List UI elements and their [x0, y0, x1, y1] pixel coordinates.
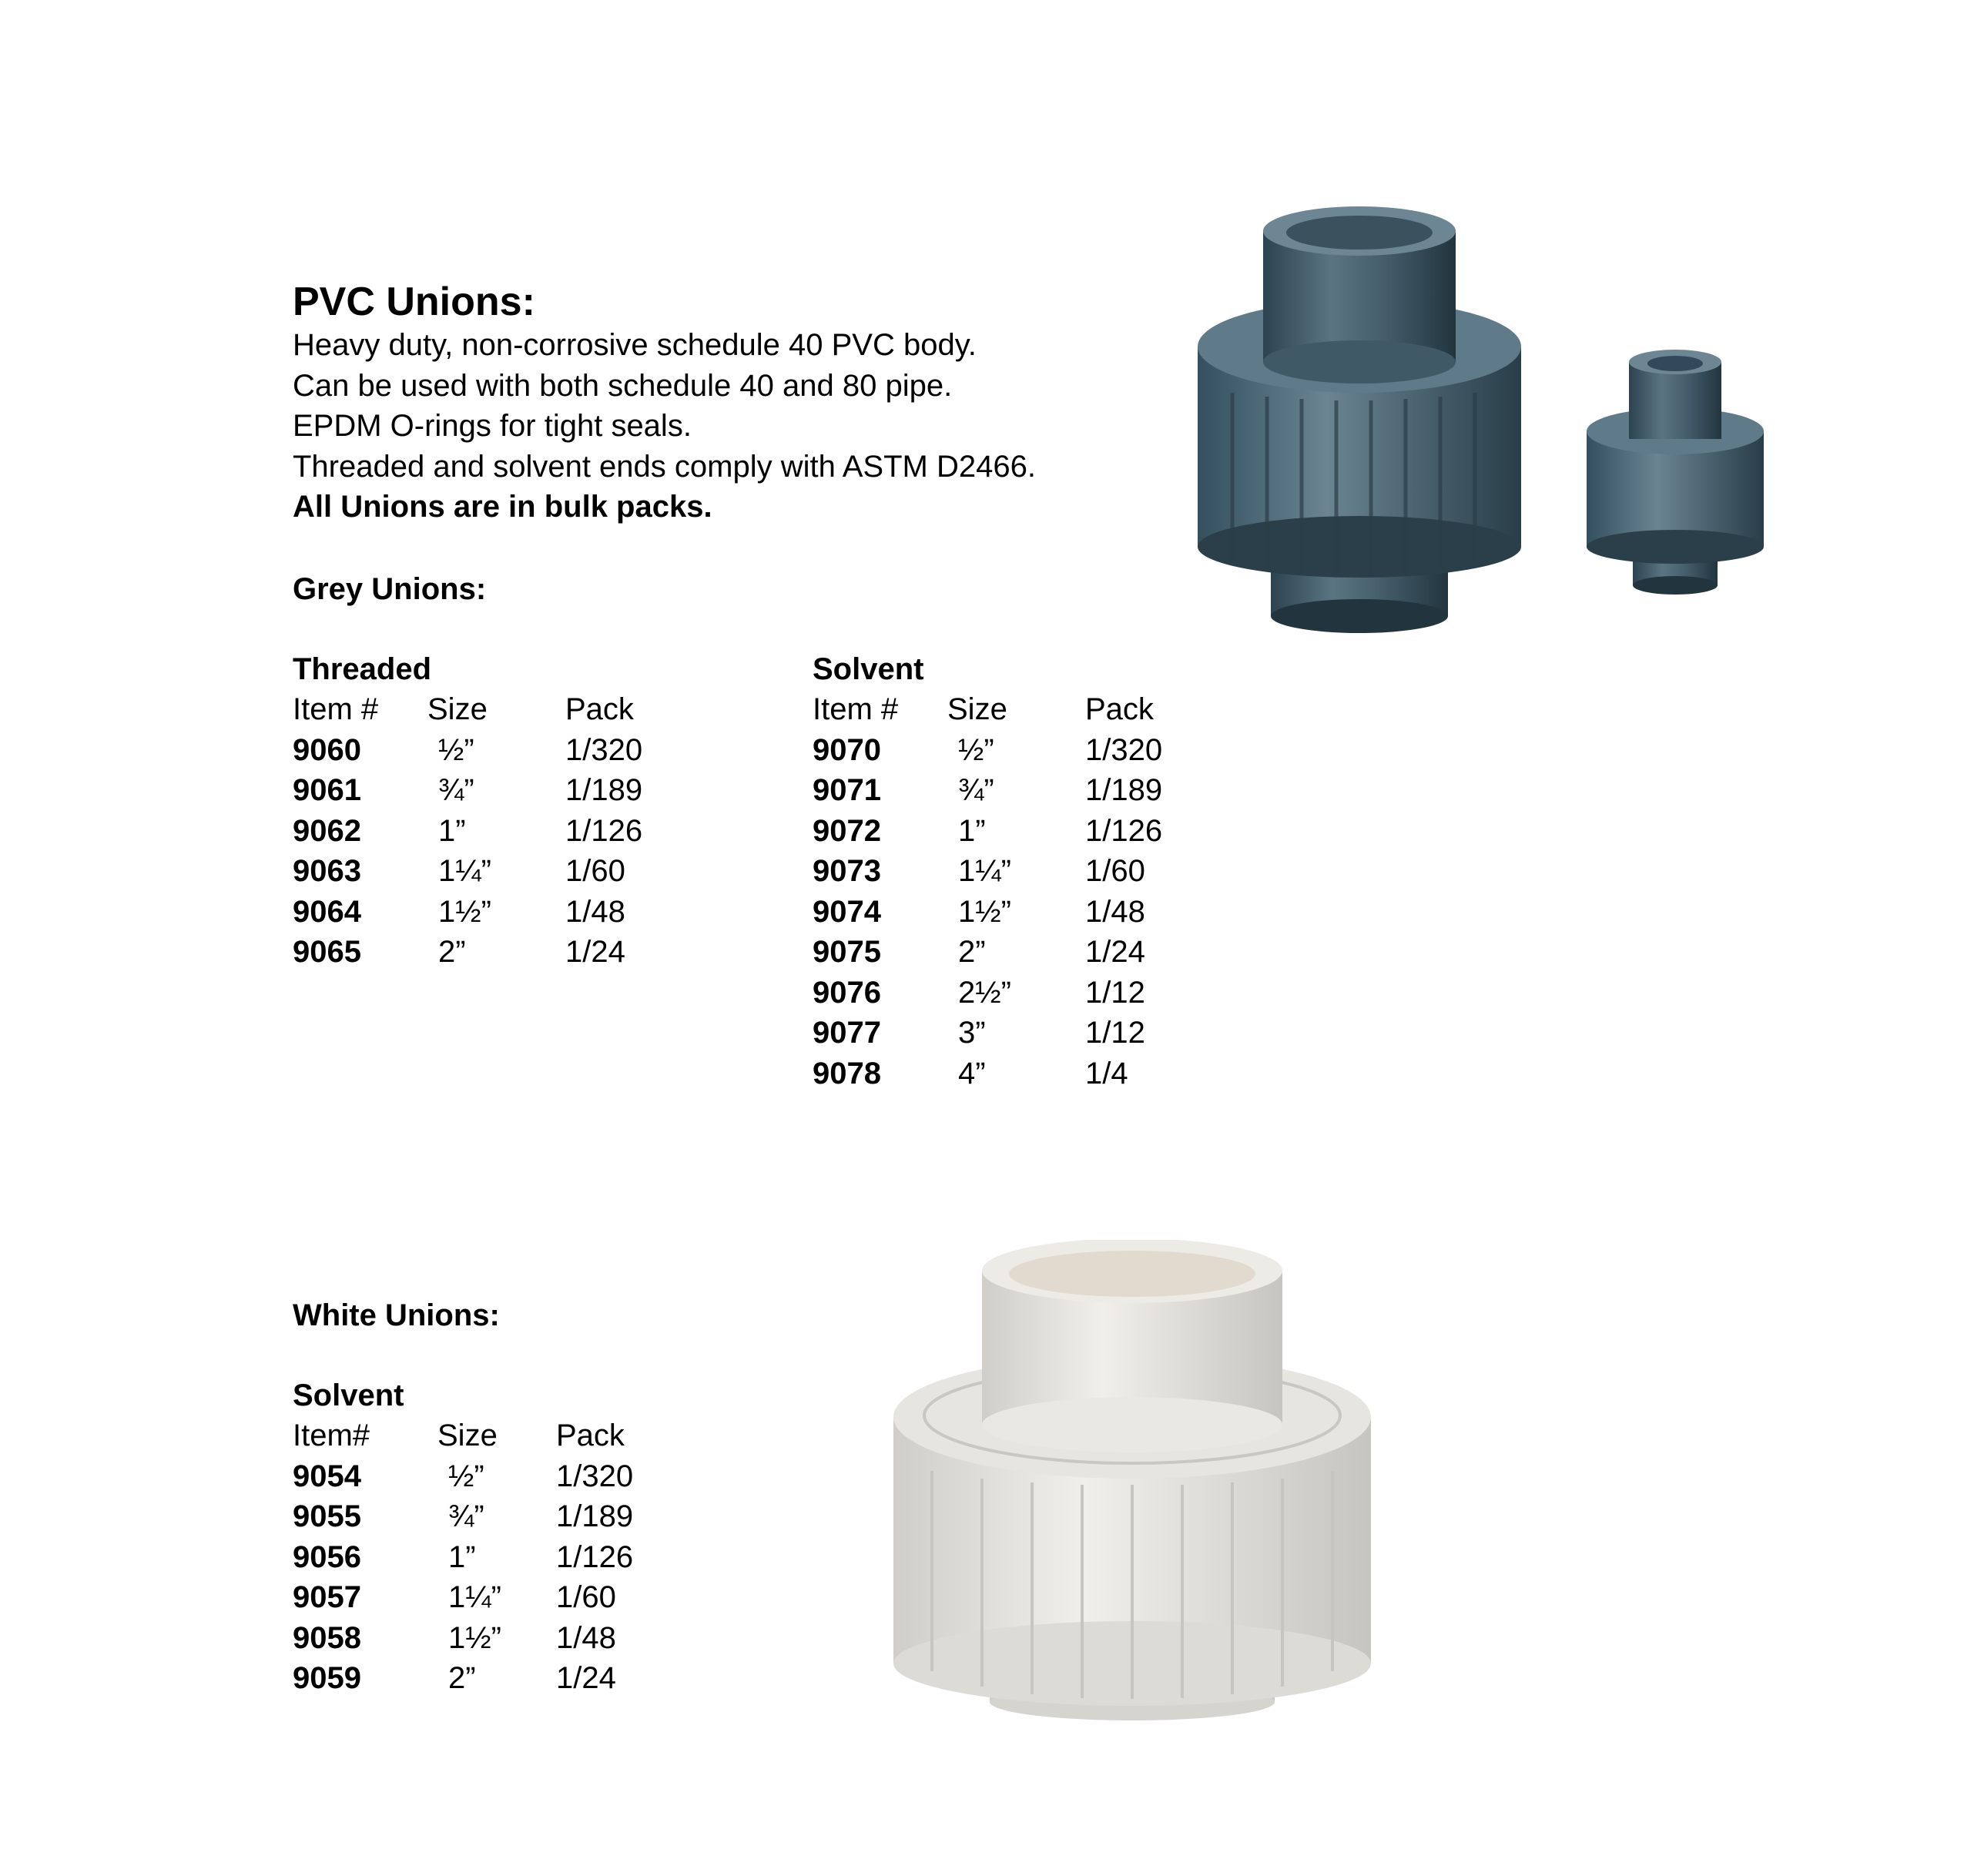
item-number: 9058 — [293, 1620, 361, 1655]
item-size: 1” — [438, 813, 466, 848]
item-size: ¾” — [438, 773, 474, 807]
column-header: Size — [427, 692, 488, 726]
item-pack: 1/60 — [1085, 854, 1145, 888]
item-number: 9061 — [293, 773, 361, 807]
item-size: 1¼” — [448, 1580, 501, 1614]
item-pack: 1/60 — [556, 1580, 616, 1614]
column-header: Size — [437, 1419, 498, 1452]
grey-threaded-section — [293, 649, 704, 973]
white-union-photo — [886, 1240, 1386, 1733]
item-number: 9074 — [813, 894, 881, 929]
item-pack: 1/48 — [565, 894, 625, 929]
item-number: 9077 — [813, 1016, 881, 1050]
item-pack: 1/126 — [556, 1539, 634, 1574]
item-size: 2” — [438, 935, 466, 969]
table-row — [293, 932, 704, 973]
table-row — [813, 730, 1224, 771]
item-pack: 1/24 — [1085, 935, 1145, 969]
item-pack: 1/60 — [565, 854, 625, 888]
item-number: 9059 — [293, 1661, 361, 1695]
description-line: Can be used with both schedule 40 and 80 pipe. — [293, 368, 953, 403]
product-description — [293, 325, 1036, 528]
item-pack: 1/48 — [1085, 894, 1145, 929]
item-number: 9064 — [293, 894, 361, 929]
grey-solvent-section — [813, 649, 1224, 1094]
table-row — [813, 1013, 1224, 1054]
column-header: Pack — [556, 1419, 625, 1452]
item-size: ½” — [448, 1459, 484, 1493]
description-line: Threaded and solvent ends comply with ASTM D2466. — [293, 449, 1036, 484]
bulk-note: All Unions are in bulk packs. — [293, 490, 712, 524]
white-unions-heading: White Unions: — [293, 1298, 500, 1332]
item-size: ½” — [438, 732, 474, 767]
table-row — [813, 811, 1224, 852]
item-size: 4” — [958, 1056, 986, 1090]
item-number: 9075 — [813, 935, 881, 969]
white-solvent-table — [293, 1415, 695, 1699]
grey-union-photo — [1186, 200, 1771, 693]
item-number: 9073 — [813, 854, 881, 888]
grey-threaded-table — [293, 689, 704, 973]
table-row — [293, 892, 704, 933]
grey-unions-heading: Grey Unions: — [293, 572, 487, 606]
table-row — [813, 932, 1224, 973]
item-number: 9057 — [293, 1580, 361, 1614]
item-size: 1½” — [438, 894, 491, 929]
item-number: 9054 — [293, 1459, 361, 1493]
page-title: PVC Unions: — [293, 280, 535, 324]
white-solvent-heading: Solvent — [293, 1379, 404, 1412]
grey-solvent-heading: Solvent — [813, 652, 924, 686]
item-number: 9070 — [813, 732, 881, 767]
white-solvent-header-row — [293, 1415, 695, 1456]
item-size: 1½” — [448, 1620, 501, 1655]
table-row — [293, 1456, 695, 1497]
column-header: Item # — [293, 692, 379, 726]
table-row — [293, 1496, 695, 1537]
table-row — [293, 730, 704, 771]
item-size: 1¼” — [438, 854, 491, 888]
item-pack: 1/12 — [1085, 975, 1145, 1010]
grey-threaded-header-row — [293, 689, 704, 730]
table-row — [813, 892, 1224, 933]
item-pack: 1/126 — [565, 813, 643, 848]
column-header: Item# — [293, 1419, 370, 1452]
item-size: 1” — [958, 813, 986, 848]
description-line: Heavy duty, non-corrosive schedule 40 PVC body. — [293, 328, 977, 362]
item-pack: 1/12 — [1085, 1016, 1145, 1050]
table-row — [293, 1618, 695, 1659]
table-row — [813, 973, 1224, 1013]
table-row — [293, 851, 704, 892]
description-line: EPDM O-rings for tight seals. — [293, 409, 692, 443]
item-size: ¾” — [448, 1499, 484, 1533]
item-size: 2½” — [958, 975, 1011, 1010]
item-number: 9056 — [293, 1539, 361, 1574]
table-row — [813, 770, 1224, 811]
white-solvent-section — [293, 1375, 695, 1699]
table-row — [293, 811, 704, 852]
item-number: 9078 — [813, 1056, 881, 1090]
grey-solvent-header-row — [813, 689, 1224, 730]
item-pack: 1/320 — [565, 732, 643, 767]
column-header: Item # — [813, 692, 899, 726]
table-row — [293, 1537, 695, 1578]
table-row — [293, 1577, 695, 1618]
item-number: 9071 — [813, 773, 881, 807]
item-number: 9060 — [293, 732, 361, 767]
item-size: 2” — [958, 935, 986, 969]
item-size: ½” — [958, 732, 994, 767]
item-size: 1” — [448, 1539, 476, 1574]
table-row — [293, 770, 704, 811]
item-pack: 1/189 — [556, 1499, 634, 1533]
item-number: 9062 — [293, 813, 361, 848]
table-row — [293, 1658, 695, 1699]
grey-solvent-table — [813, 689, 1224, 1094]
item-size: 1¼” — [958, 854, 1011, 888]
item-pack: 1/189 — [1085, 773, 1163, 807]
item-number: 9063 — [293, 854, 361, 888]
item-number: 9055 — [293, 1499, 361, 1533]
column-header: Pack — [565, 692, 634, 726]
item-size: 3” — [958, 1016, 986, 1050]
item-size: 2” — [448, 1661, 476, 1695]
column-header: Pack — [1085, 692, 1154, 726]
item-pack: 1/4 — [1085, 1056, 1128, 1090]
column-header: Size — [947, 692, 1007, 726]
item-pack: 1/126 — [1085, 813, 1163, 848]
item-number: 9072 — [813, 813, 881, 848]
item-pack: 1/24 — [556, 1661, 616, 1695]
grey-threaded-heading: Threaded — [293, 652, 432, 686]
item-pack: 1/320 — [556, 1459, 634, 1493]
item-size: ¾” — [958, 773, 994, 807]
item-pack: 1/189 — [565, 773, 643, 807]
table-row — [813, 1054, 1224, 1094]
item-pack: 1/24 — [565, 935, 625, 969]
item-number: 9076 — [813, 975, 881, 1010]
item-number: 9065 — [293, 935, 361, 969]
table-row — [813, 851, 1224, 892]
item-pack: 1/320 — [1085, 732, 1163, 767]
item-pack: 1/48 — [556, 1620, 616, 1655]
item-size: 1½” — [958, 894, 1011, 929]
